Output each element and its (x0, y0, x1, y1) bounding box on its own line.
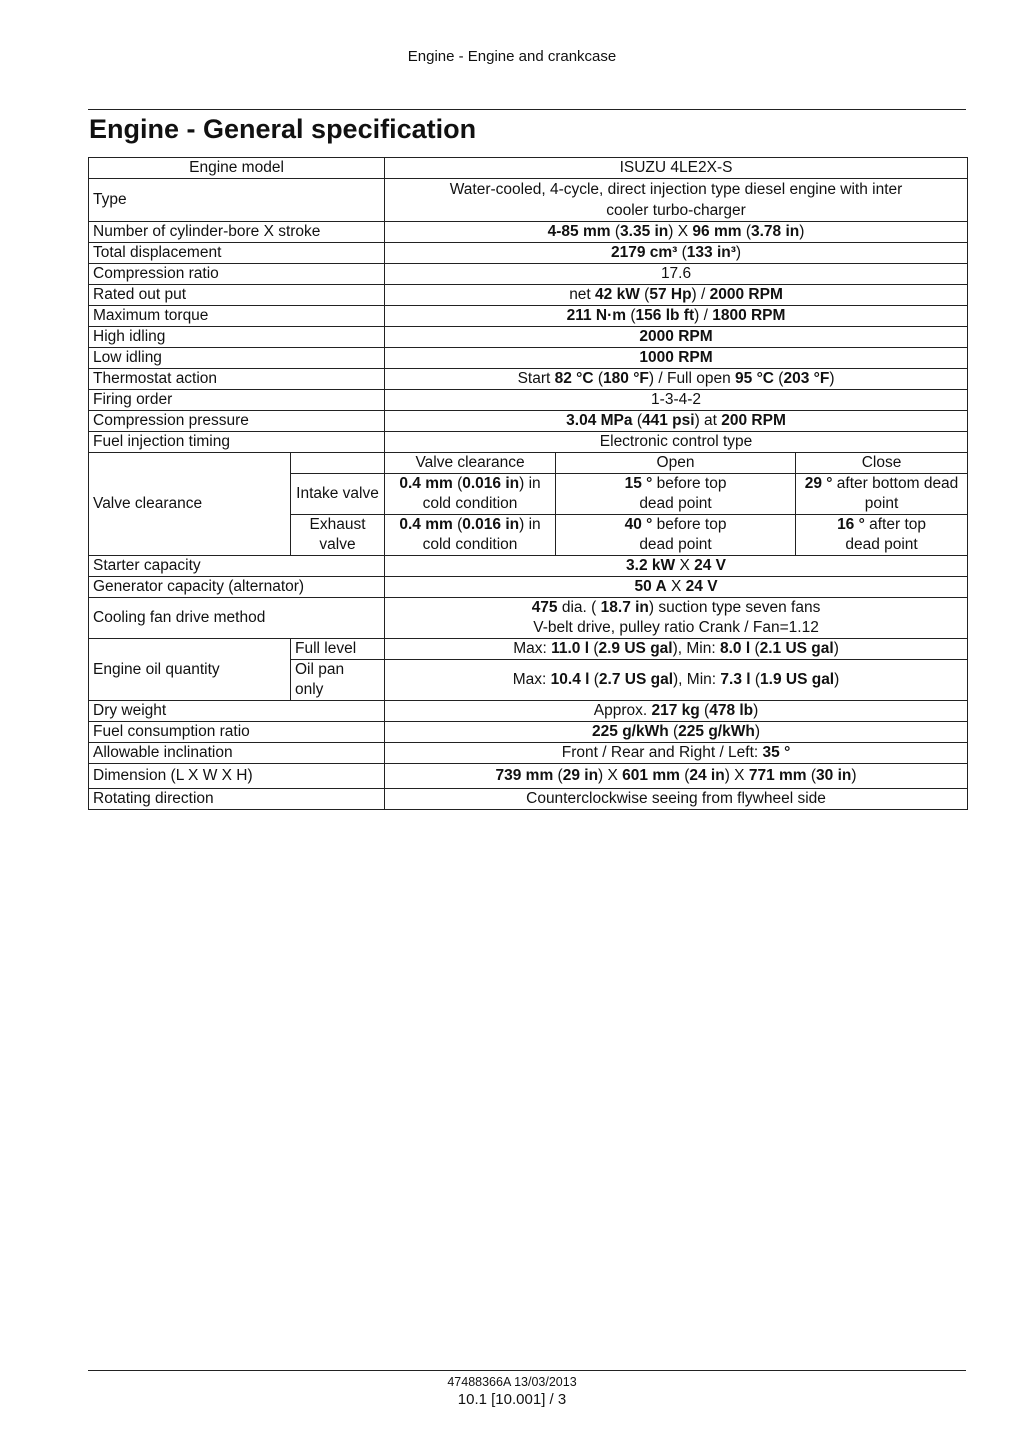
spec-label: Engine oil quantity (89, 639, 291, 701)
spec-label: Thermostat action (89, 369, 385, 390)
spec-value: Front / Rear and Right / Left: 35 ° (385, 743, 968, 764)
spec-value: 739 mm (29 in) X 601 mm (24 in) X 771 mm (30 in) (385, 764, 968, 789)
table-row (89, 264, 968, 285)
spec-value: 211 N·m (156 lb ft) / 1800 RPM (385, 306, 968, 327)
spec-label: Valve clearance (89, 453, 291, 556)
table-row (89, 722, 968, 743)
spec-value: Start 82 °C (180 °F) / Full open 95 °C (203 °F) (385, 369, 968, 390)
spec-value: Water-cooled, 4-cycle, direct injection type diesel engine with inter cooler turbo-charger (385, 179, 968, 222)
table-row (89, 701, 968, 722)
spec-label: Compression pressure (89, 411, 385, 432)
spec-value: 3.2 kW X 24 V (385, 556, 968, 577)
spec-table (88, 157, 968, 810)
table-row (89, 764, 968, 789)
spec-label: Dimension (L X W X H) (89, 764, 385, 789)
table-row (89, 432, 968, 453)
table-row (89, 577, 968, 598)
spec-label: Dry weight (89, 701, 385, 722)
spec-label: Firing order (89, 390, 385, 411)
table-row (89, 789, 968, 810)
column-header: Valve clearance (385, 453, 556, 474)
footer-divider (88, 1370, 966, 1371)
document-code: 47488366A 13/03/2013 (447, 1375, 577, 1389)
table-row (89, 639, 968, 660)
table-row (89, 369, 968, 390)
oil-level-label: Full level (291, 639, 385, 660)
spec-value: Electronic control type (385, 432, 968, 453)
spec-label: Engine model (89, 158, 385, 179)
spec-label: Rotating direction (89, 789, 385, 810)
spec-value: 2000 RPM (385, 327, 968, 348)
table-row (89, 556, 968, 577)
spec-label: Rated out put (89, 285, 385, 306)
spec-value: 16 ° after top dead point (796, 515, 968, 556)
spec-value: ISUZU 4LE2X-S (385, 158, 968, 179)
spec-label: Fuel consumption ratio (89, 722, 385, 743)
spec-value: 0.4 mm (0.016 in) in cold condition (385, 515, 556, 556)
spec-value: Approx. 217 kg (478 lb) (385, 701, 968, 722)
table-row (89, 158, 968, 179)
spec-value: 4-85 mm (3.35 in) X 96 mm (3.78 in) (385, 222, 968, 243)
table-row (89, 598, 968, 639)
spec-value: Max: 10.4 l (2.7 US gal), Min: 7.3 l (1.9 US gal) (385, 660, 968, 701)
spec-label: Type (89, 179, 385, 222)
table-row (89, 243, 968, 264)
valve-type-label: Intake valve (291, 474, 385, 515)
spec-label: Cooling fan drive method (89, 598, 385, 639)
table-row (89, 453, 968, 474)
page-title: Engine - General specification (89, 114, 477, 144)
spec-value: 3.04 MPa (441 psi) at 200 RPM (385, 411, 968, 432)
table-row (89, 306, 968, 327)
spec-value: Max: 11.0 l (2.9 US gal), Min: 8.0 l (2.1 US gal) (385, 639, 968, 660)
table-row (89, 179, 968, 222)
spec-label: Generator capacity (alternator) (89, 577, 385, 598)
spec-value: 17.6 (385, 264, 968, 285)
spec-label: Maximum torque (89, 306, 385, 327)
spec-value: 475 dia. ( 18.7 in) suction type seven fans V-belt drive, pulley ratio Crank / Fan=1.12 (385, 598, 968, 639)
table-row (89, 327, 968, 348)
table-row (89, 285, 968, 306)
table-row (89, 390, 968, 411)
table-row (89, 348, 968, 369)
table-row (89, 222, 968, 243)
spec-value: 2179 cm³ (133 in³) (385, 243, 968, 264)
spec-value: net 42 kW (57 Hp) / 2000 RPM (385, 285, 968, 306)
spec-value: 40 ° before top dead point (556, 515, 796, 556)
spec-label: Fuel injection timing (89, 432, 385, 453)
column-header: Close (796, 453, 968, 474)
spec-label: Allowable inclination (89, 743, 385, 764)
header-divider (88, 109, 966, 110)
spec-label: Number of cylinder-bore X stroke (89, 222, 385, 243)
spec-label: Starter capacity (89, 556, 385, 577)
spec-label: Total displacement (89, 243, 385, 264)
spec-label: Compression ratio (89, 264, 385, 285)
table-row (89, 743, 968, 764)
spec-value: 1000 RPM (385, 348, 968, 369)
oil-level-label: Oil pan only (291, 660, 385, 701)
valve-type-label: Exhaust valve (291, 515, 385, 556)
table-row (89, 411, 968, 432)
spec-value: Counterclockwise seeing from flywheel side (385, 789, 968, 810)
spec-value: 1-3-4-2 (385, 390, 968, 411)
empty-cell (291, 453, 385, 474)
column-header: Open (556, 453, 796, 474)
spec-value: 0.4 mm (0.016 in) in cold condition (385, 474, 556, 515)
spec-label: High idling (89, 327, 385, 348)
spec-value: 15 ° before top dead point (556, 474, 796, 515)
spec-value: 50 A X 24 V (385, 577, 968, 598)
page-reference: 10.1 [10.001] / 3 (457, 1391, 567, 1408)
spec-value: 29 ° after bottom dead point (796, 474, 968, 515)
running-header: Engine - Engine and crankcase (407, 48, 617, 65)
spec-value: 225 g/kWh (225 g/kWh) (385, 722, 968, 743)
spec-label: Low idling (89, 348, 385, 369)
